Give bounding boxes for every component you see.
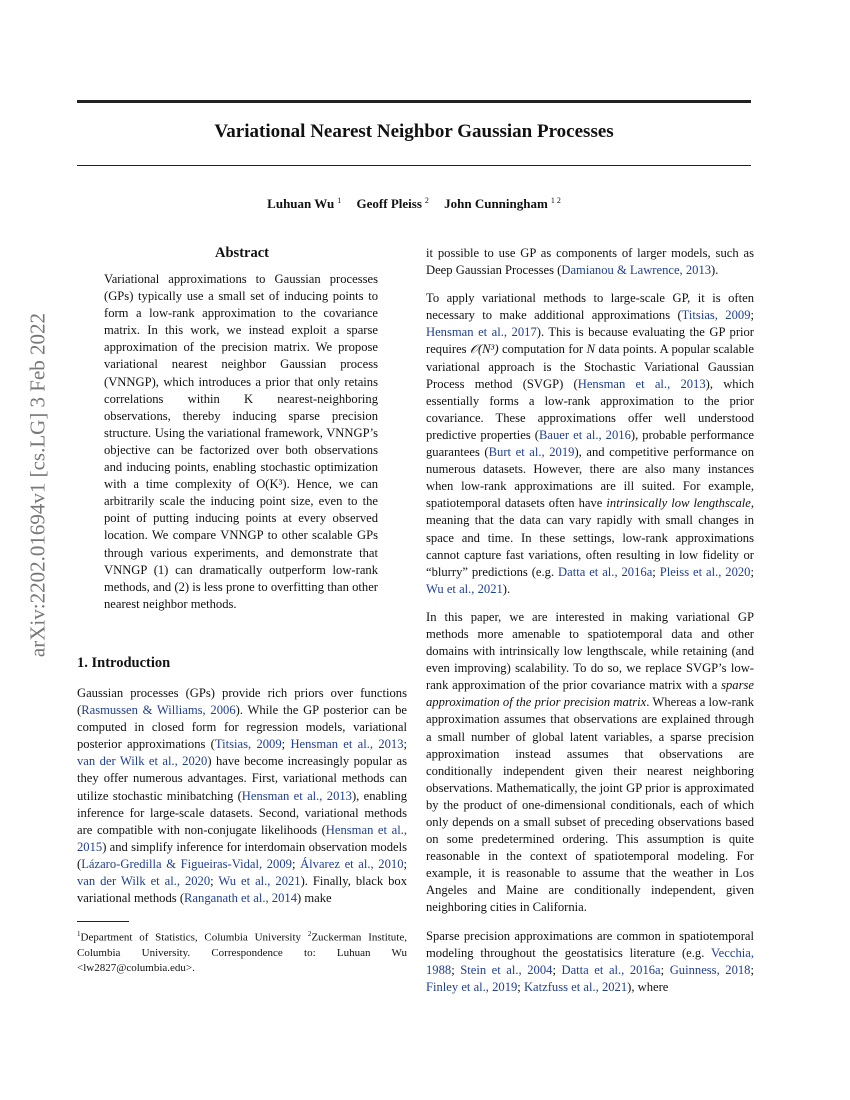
citation-link[interactable]: van der Wilk et al., 2020 [77,754,208,769]
text-run: ). While the GP posterior can be computed in closed form for regression models, variational posterior approximations ( [77,703,407,752]
text-run: ; [291,856,301,871]
text-run: ), which essentially forms a low-rank approximation to the prior covariance. These approximations offer well understood predictive properties ( [426,376,754,442]
footnote-text: Department of Statistics, Columbia University [80,931,308,944]
citation-link[interactable]: Wu et al., 2021 [426,581,503,596]
author-affiliation: 2 [424,196,429,205]
math-complexity: 𝒪(N³) [470,342,499,357]
author-name: John Cunningham [444,196,548,212]
paragraph [426,290,754,598]
citation-link[interactable]: Finley et al., 2019 [426,979,518,994]
text-run: ), enabling inference for large-scale datasets. Second, variational methods are compatible with non-conjugate likelihoods ( [77,788,408,837]
text-run: ; [403,737,408,752]
arxiv-stamp [18,295,58,675]
text-run: ; [552,962,562,977]
citation-link[interactable]: Bauer et al., 2016 [539,427,631,442]
footnote-mark: 2 [307,930,312,938]
footnote-rule [77,921,129,922]
text-run: ). This is because evaluating the GP prior requires [426,325,755,357]
footnote-text: Zuckerman Institute, Columbia University. Correspondence to: Luhuan Wu <lw2827@columbia.edu>. [77,931,408,974]
text-run: To apply variational methods to large-scale GP, it is often necessary to make additional approximations ( [426,291,754,323]
section-heading-introduction: 1. Introduction [77,655,171,671]
author-1 [267,196,341,211]
intro-paragraph [77,685,407,907]
text-run: ; [210,874,219,889]
title-bottom-rule [77,165,751,166]
author-name: Geoff Pleiss [356,196,422,212]
author-2 [357,196,429,211]
paper-title: Variational Nearest Neighbor Gaussian Processes [214,121,614,142]
citation-link[interactable]: Datta et al., 2016a [558,564,653,579]
text-run: ; [281,737,291,752]
citation-link[interactable]: Álvarez et al., 2010 [300,856,404,871]
citation-link[interactable]: Burt et al., 2019 [488,445,575,460]
text-run: it possible to use GP as components of larger models, such as Deep Gaussian Processes ( [426,246,754,278]
text-run: ; [451,962,461,977]
author-name: Luhuan Wu [267,196,335,212]
text-run: . Whereas a low-rank approximation assumes that observations are explained through a small number of global latent variables, a sparse precision approximation instead assumes that observations are conditionally independent given their nearest neighboring observations. Mathematically, the joint GP prior is approximated by the product of one-dimensional conditionals, each of which only depends on a small subset of preceding observations based on some predetermined ordering. This assumption is quite reasonable in the context of spatiotemporal modeling. For example, it is reasonable to assume that the weather in Los Angeles and Maine are conditionally independent, given neighboring cities in California. [426,695,755,915]
text-run: ). [502,581,511,596]
abstract-heading: Abstract [215,245,269,261]
text-run: , meaning that the data can vary rapidly with small changes in space and time. In these settings, low-rank approximations cannot capture fast variations, often resulting in low fidelity or “blurry” predictions (e.g. [426,496,754,579]
text-run: ) and simplify inference for interdomain observation models ( [77,839,407,871]
text-run: ; [660,962,670,977]
citation-link[interactable]: Damianou & Lawrence, 2013 [561,263,712,278]
text-run: Sparse precision approximations are common in spatiotemporal modeling throughout the geostatisics literature (e.g. [426,928,754,960]
text-run: ). Finally, black box variational methods ( [77,874,407,906]
citation-link[interactable]: Rasmussen & Williams, 2006 [81,703,236,718]
affiliation-footnote [77,927,407,976]
text-run: ), where [627,979,669,994]
citation-link[interactable]: Lázaro-Gredilla & Figueiras-Vidal, 2009 [81,856,292,871]
text-run: Gaussian processes (GPs) provide rich priors over functions ( [77,686,407,718]
emphasis: intrinsically low lengthscale [606,496,751,511]
citation-link[interactable]: Vecchia, 1988 [426,945,754,977]
emphasis: sparse approximation of the prior precision matrix [426,678,754,710]
text-run: ; [652,564,660,579]
text-run: ; [750,564,754,579]
citation-link[interactable]: Hensman et al., 2013 [290,737,404,752]
author-list [77,196,751,212]
math-variable: N [586,342,595,357]
citation-link[interactable]: Hensman et al., 2017 [426,325,537,340]
text-run: ), probable performance guarantees ( [426,427,754,460]
citation-link[interactable]: Ranganath et al., 2014 [184,891,297,906]
text-run: ; [517,979,524,994]
citation-link[interactable]: Wu et al., 2021 [218,874,301,889]
author-affiliation: 1 2 [550,196,561,205]
footnote-mark: 1 [77,930,81,938]
citation-link[interactable]: Katzfuss et al., 2021 [523,979,628,994]
title-top-rule [77,100,751,103]
citation-link[interactable]: Stein et al., 2004 [460,962,553,977]
citation-link[interactable]: van der Wilk et al., 2020 [77,874,211,889]
author-affiliation: 1 [337,196,342,205]
citation-link[interactable]: Titsias, 2009 [214,737,282,752]
paragraph [426,928,754,996]
text-run: ) make [297,891,332,906]
arxiv-id: arXiv:2202.01694v1 [cs.LG] 3 Feb 2022 [25,312,50,658]
text-run: computation for [498,342,587,357]
citation-link[interactable]: Titsias, 2009 [681,308,751,323]
text-run: ), and competitive performance on numerous datasets. However, there are also many instances when low-rank approximations are ill suited. For example, spatiotemporal datasets often have [426,445,755,511]
citation-link[interactable]: Guinness, 2018 [669,962,751,977]
text-run: In this paper, we are interested in making variational GP methods more amenable to spatiotemporal data and other domains with intrinsically low lengthscale, while retaining (and even improving) scalability. To do so, we replace SVGP’s low-rank approximation of the prior covariance matrix with a [426,609,754,693]
citation-link[interactable]: Hensman et al., 2013 [241,788,352,803]
text-run: ; [750,962,754,977]
paragraph [426,609,754,917]
citation-link[interactable]: Hensman et al., 2013 [577,376,706,391]
text-run: ). [711,263,719,278]
right-column [426,245,754,1007]
citation-link[interactable]: Pleiss et al., 2020 [659,564,751,579]
text-run: ; [750,308,754,323]
text-run: ; [403,856,407,871]
text-run: data points. A popular scalable variational approach is the Stochastic Variational Gaussian Process method (SVGP) ( [426,342,754,391]
citation-link[interactable]: Hensman et al., 2015 [77,822,407,854]
text-run: ) have become increasingly popular as they offer numerous advantages. First, variational methods can utilize stochastic minibatching ( [77,754,407,803]
citation-link[interactable]: Datta et al., 2016a [561,962,661,977]
abstract-text: Variational approximations to Gaussian processes (GPs) typically use a small set of inducing points to form a low-rank approximation to the covariance matrix. In this work, we instead exploit a sparse approximation of the precision matrix. We propose variational nearest neighbor Gaussian process (VNNGP), which introduces a prior that only retains correlations within K nearest-neighboring observations, thereby inducing sparse precision structure. Using the variational framework, VNNGP’s objective can be factorized over both observations and inducing points, enabling stochastic optimization with a time complexity of O(K³). Hence, we can arbitrarily scale the inducing point size, even to the point of putting inducing points at every observed location. We compare VNNGP to other scalable GPs through various experiments, and demonstrate that VNNGP (1) can dramatically outperform low-rank methods, and (2) is less prone to overfitting than other nearest neighbor methods. [104,272,378,611]
author-3 [444,196,561,211]
paragraph [426,245,754,279]
